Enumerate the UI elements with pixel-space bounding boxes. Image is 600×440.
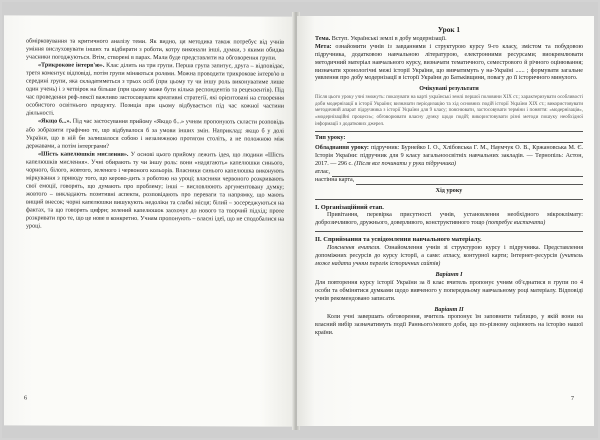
teacher-explanation: Пояснення вчителя. Ознайомлення учнів зі структурою курсу і підручника. Представлення допоміжних ресурсів до курсу історії, а саме: атласу, контурної карти; Інтернет-ресурсів (учитель може надати учням перелік історичних сайтів) <box>315 245 584 267</box>
step-title: ІІ. Сприймання та усвідомлення навчального матеріалу. <box>315 236 482 244</box>
right-page-text <box>315 26 583 338</box>
variant-text: Коли учні завершать обговорення, вчитель пропонує їм заповнити таблицю, у якій вони на власний вибір зазначатимуть події Раннього/нового доби, що по-різному оцінюють на історію нашої країни. <box>315 314 583 337</box>
variant-title: Варіант ІІ <box>434 306 464 313</box>
left-page <box>4 15 295 426</box>
variant-text: Для повторення курсу історії України за 8 клас вчитель пропонує учням об'єднатися в групи по 4 особи та обмінятися думками щодо вивченого у попередньому навчальному році матеріалу. Відповіді учнів рекомендовано записати. <box>315 279 583 302</box>
left-page-text <box>26 37 284 231</box>
book-spread <box>2 2 598 438</box>
step-title: І. Організаційний етап. <box>315 203 384 211</box>
lesson-type: Тип уроку: <box>315 135 583 143</box>
variant-title: Варіант І <box>435 271 463 278</box>
equipment: Обладнання уроку: підручник: Бурнейко І. О., Хлібовська Г. М., Наумчук О. В., Кржановська М. Є. Історія України: підручник для 9 класу загальноосвітніх навчальних закладів. — Тернопіль: Астон, 2017. — 296 с. (Після все починати у руки підручника) <box>315 145 583 167</box>
divider <box>315 231 583 232</box>
right-page <box>297 16 594 426</box>
paragraph: «Шість капелюшків мислення». У основі цього прийому лежить ідея, що людини «Шість капелюшків мислення». Учні обирають ту чи іншу роль: вони «надягають» капелюшки синього, чорного, білого, жовтого, зеленого і червоного кольорів. Власники синього капелюшка виконують міркування з приводу того, що керово-дить з роботою на уроці; власники червоного розкривають свої емоції, говорять, що думають про проблему; інші – висловлюють аргументовану думку; жовтого – викладають позитивні аспекти, розповідають про переваги та напрямку, що мають вищий внесок; чорні капелюшки вишукують недоліки та слабкі місця; білий – зосереджуються на фактах, та що говорять цифри; зелений капелюшок заохочує до нового та творчий підхід; проте розкривати про те, що це нове в конкретно. Учням пропонують – власні ідеї, що не сподобалися на уроці. <box>26 151 284 230</box>
method-name: «Шість капелюшків мислення». <box>38 151 129 158</box>
blank-line <box>347 136 583 143</box>
step-text: Привітання, перевірка присутності учнів, установлення необхідного мікроклімату: доброзичливого, дружнього, доверливого, конструктивного тощо (потребує вистачати) <box>315 212 583 227</box>
course-heading: Хід уроку <box>435 187 463 194</box>
atlas-line: атлас, <box>315 169 583 177</box>
lesson-title: Урок 1 <box>437 25 461 34</box>
paragraph: обмірковування та критичного аналізу теми. Як видно, ця методика також потребує від учнів уміння вислуховувати інших та відбирати з роботи, котру виконали інші, думки, з якими обидва учасники погоджуються. Втім, створені в парах. Мали буде представляти на обговорення групи. <box>26 38 284 62</box>
divider <box>315 131 583 132</box>
map-line: настінна карта, <box>315 177 583 185</box>
blank-line <box>332 170 583 177</box>
page-number: 7 <box>571 396 574 402</box>
paragraph: «Якщо б...». Під час застосування прийому «Якщо б...» учням пропонують скласти розповідь або зобразити графічно те, що відбувалося б за умови інших змін. Наприклад: якщо б у долі України, що в ній би залишалося собою і незалежною протягом століть, а не положною між державами, а потім інтерграми? <box>26 118 284 150</box>
divider <box>315 199 583 200</box>
page-number: 6 <box>24 395 27 402</box>
paragraph: «Трикрокове інтерв'ю». Клас ділить на три групи. Перша група запитує, друга – відповідає, третя коментує відповіді, потім групи міняються ролями. Можна проводити трикрокове інтерв'ю в середині групи, яка складатиметься з трьох осіб (при цьому ту чи іншу роль виконуватиме лише один учень) і з четвірок на більше (при цьому може бути кілька респондентів та рецензентів). Під час проведення реф-лексії важливо застосовувати креативні стратегії, які орієнтовані на створення особистого освітнього продукту. Позиція при цьому відбувається під час кожної частини діяльності. <box>26 62 284 118</box>
goal: Мета: ознайомити учнів із завданнями і структурою курсу 9-го класу, змістом та побудовою підручника, додатковою навчальною літературою, електронними ресурсами; виокремлювати методичний матеріал навчального курсу, визначати тематичного, семестрового й річного оцінювання; визначати хронологічні межі історії України, що вивчатимуть у на-Україні ...... ; формувати загальне уявлення про добу модернізації в історії України до Батьківщини, повагу до її історичного минулого. <box>315 43 583 82</box>
results-text: Після цього уроку учні зможуть: показувати на карті українські землі першої половини ХІХ ст.; характеризувати особливості доби модернізації в історії України; визначати періодизацію та хід основних подій історії України ХІХ ст.; використовувати методичний апарат підручника з історії України для 9 класу; пояснювати, застосовувати терміни і поняття: «модернізація», «модернізаційні процеси»; обговорювати власну думку щодо подій; використовувати різні методи пошуку необхідної інформації з додаткових джерел. <box>315 95 583 127</box>
method-name: «Трикрокове інтерв'ю». <box>38 62 105 69</box>
method-name: «Якщо б...». <box>38 118 72 126</box>
results-heading: Очікувані результати <box>419 86 479 93</box>
topic: Тема. Вступ. Українські землі в добу модернізації. <box>315 35 447 42</box>
blank-line <box>356 178 583 185</box>
